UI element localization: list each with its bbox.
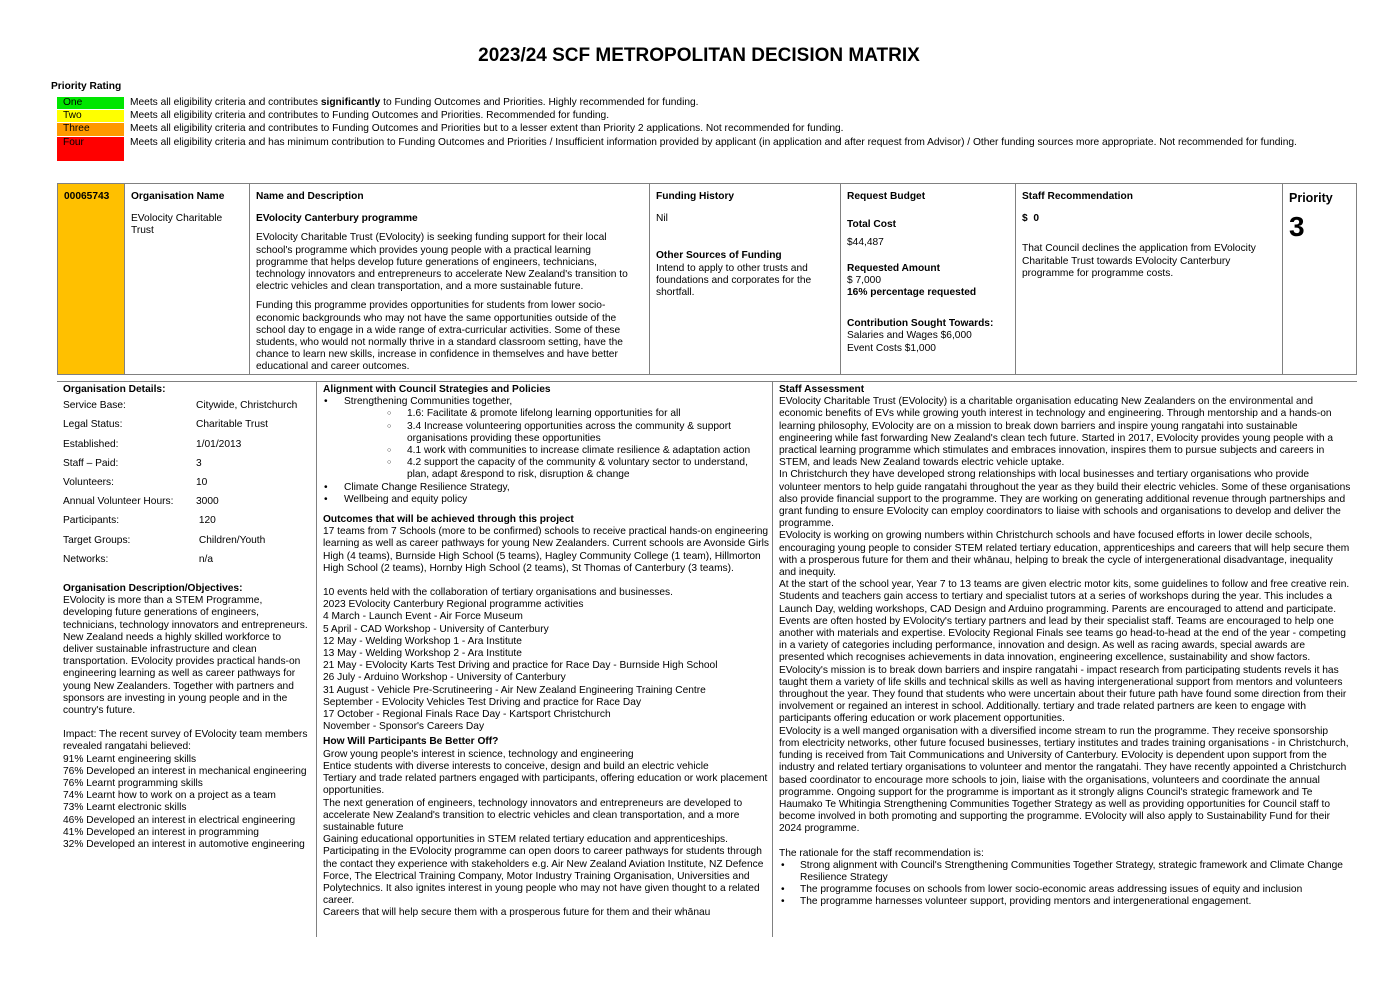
- legend-text-four: Meets all eligibility criteria and has minimum contribution to Funding Outcomes and Priorities / Insufficient information provided by applicant (in application and after request from Advisor) / Other funding sources more appropriate. Not recommended for funding.: [130, 136, 1297, 148]
- priority-legend: [57, 97, 1312, 162]
- assessment-paragraph: EVolocity is a well manged organisation with a diversified income stream to run the programme. They receive sponsorship from electricity networks, other future focused businesses, tertiary institutes and trades training organisations - in Christchurch, funding is received from Tait Communications and University of Canterbury. EVolocity is dependent upon support from the industry and related tertiary organisations to volunteer and mentor the rangatahi. They have recently appointed a Christchurch based coordinator to encourage more schools to join, liaise with the organisations, volunteers and coordinate the annual programme. Ongoing support for the programme is important as it strongly aligns Council's strategic framework and Te Haumako Te Whitingia Strengthening Communities Together Strategy as well as providing opportunities for Council staff to become involved in both promoting and supporting the programme. EVolocity will also apply to Sustainability Fund for their 2024 programme.: [779, 725, 1349, 835]
- detail-row: Networks: n/a: [63, 553, 213, 565]
- contribution-label: Contribution Sought Towards:: [847, 318, 994, 330]
- strategy-sub-item: ○ 3.4 Increase volunteering opportunities across the community & support organisations providing these opportunities: [387, 421, 769, 445]
- event-item: 4 March - Launch Event - Air Force Museum: [323, 611, 523, 623]
- funding-history-value: Nil: [656, 213, 668, 225]
- legend-text-two: Meets all eligibility criteria and contributes to Funding Outcomes and Priorities. Recommended for funding.: [130, 110, 610, 122]
- requested-amount-label: Requested Amount: [847, 262, 941, 274]
- legend-row-four: [57, 137, 1312, 162]
- project-description-1: EVolocity Charitable Trust (EVolocity) is seeking funding support for their local school's programme which provides young people with a practical learning programme that helps develop future generations of engineers, technicians, technology innovators and entrepreneurs to accelerate New Zealand's transition to electric vehicles and clean transportation, and a more sustainable future.: [256, 232, 628, 293]
- staff-recommended-amount: $ 0: [1022, 213, 1039, 225]
- rationale-item: • The programme harnesses volunteer support, providing mentors and intergenerational engagement.: [779, 896, 1351, 908]
- application-id: 00065743: [58, 184, 125, 374]
- detail-row: Staff – Paid: 3: [63, 457, 202, 469]
- event-item: 26 July - Arduino Workshop - University of Canterbury: [323, 672, 566, 684]
- detail-row: Service Base: Citywide, Christchurch: [63, 400, 298, 412]
- event-item: 17 October - Regional Finals Race Day - Kartsport Christchurch: [323, 709, 611, 721]
- impact-item: 41% Developed an interest in programming: [63, 826, 259, 838]
- section-divider: [57, 381, 1357, 382]
- staff-recommendation-header: Staff Recommendation: [1022, 191, 1133, 202]
- impact-item: 73% Learnt electronic skills: [63, 802, 187, 814]
- better-off-item: The next generation of engineers, technology innovators and entrepreneurs are developed to accelerate New Zealand's transition to electric vehicles and clean transportation, and a more sustainable future: [323, 797, 743, 833]
- better-off-item: Gaining educational opportunities in STEM related tertiary education and apprenticeships.: [323, 834, 728, 846]
- requested-amount-value: $ 7,000: [847, 274, 881, 286]
- project-description-2: Funding this programme provides opportunities for students from lower socio-economic backgrounds who may not have the same opportunities outside of the school day to engage in a wide range of extra-curricular activities. Some of these students, who would not normally thrive in a standard classroom setting, have the chance to learn new skills, increase in confidence in themselves and have better educational and career outcomes.: [256, 300, 623, 373]
- staff-recommendation-cell: [1016, 184, 1283, 374]
- legend-swatch-four: Four: [57, 137, 124, 162]
- contribution-item-2: Event Costs $1,000: [847, 342, 936, 354]
- total-cost-label: Total Cost: [847, 219, 897, 231]
- organisation-description-text: EVolocity is more than a STEM Programme, developing future generations of engineers, technicians, technology innovators and entrepreneurs. New Zealand needs a highly skilled workforce to deliver sustainable infrastructure and clean transportation. EVolocity provides practical hands-on engineering learning as well as career pathways for young New Zealanders. Together with partners and sponsors are investing in young people and in the country's future.: [63, 595, 308, 716]
- funding-history-header: Funding History: [656, 191, 735, 202]
- detail-row: Annual Volunteer Hours: 3000: [63, 496, 219, 508]
- organisation-details-heading: Organisation Details:: [63, 384, 166, 395]
- column-divider-right: [772, 381, 773, 937]
- funding-history-cell: [650, 184, 841, 374]
- detail-row: Established: 1/01/2013: [63, 438, 242, 450]
- organisation-name: EVolocity Charitable Trust: [131, 213, 223, 237]
- percentage-requested: 16% percentage requested: [847, 287, 977, 299]
- name-description-cell: [250, 184, 650, 374]
- column-divider-left: [316, 381, 317, 937]
- priority-cell: [1283, 184, 1356, 374]
- rationale-list: [779, 860, 1351, 909]
- organisation-description-heading: Organisation Description/Objectives:: [63, 582, 243, 594]
- strategy-sub-item: ○ 4.1 work with communities to increase climate resilience & adaptation action: [387, 445, 769, 457]
- staff-assessment-heading: Staff Assessment: [779, 384, 865, 395]
- strategy-list-2: [323, 482, 769, 506]
- impact-item: 91% Learnt engineering skills: [63, 753, 197, 765]
- organisation-details-column: [63, 384, 313, 851]
- event-item: 21 May - EVolocity Karts Test Driving and practice for Race Day - Burnside High School: [323, 660, 718, 672]
- event-item: 31 August - Vehicle Pre-Scrutineering - Air New Zealand Engineering Training Centre: [323, 684, 706, 696]
- better-off-item: Participating in the EVolocity programme can open doors to career pathways for students through the contact they experience with stakeholders e.g. Air New Zealand Aviation Institute, NZ Defence Force, The Electrical Training Company, Motor Industry Training Organisation, Universities and Polytechnics. It also ignites interest in young people who may not have given thought to a related career.: [323, 846, 764, 907]
- better-off-heading: How Will Participants Be Better Off?: [323, 736, 499, 748]
- event-item: 12 May - Welding Workshop 1 - Ara Institute: [323, 635, 522, 647]
- strategy-item: • Strengthening Communities together,: [323, 396, 769, 408]
- detail-row: Legal Status: Charitable Trust: [63, 419, 268, 431]
- rationale-intro: The rationale for the staff recommendation is:: [779, 847, 984, 859]
- detail-row: Target Groups: Children/Youth: [63, 534, 266, 546]
- strategy-list: [323, 396, 769, 408]
- other-sources-text: Intend to apply to other trusts and foundations and corporates for the shortfall.: [656, 262, 812, 299]
- assessment-paragraph: In Christchurch they have developed strong relationships with local businesses and tertiary organisations who provide volunteer mentors to help guide rangatahi throughout the year as they build their electric vehicles. Some of these organisations also provide financial support to the programme. They are working on generating additional revenue through partnerships and grant funding to ensure EVolocity can employ coordinators to liaise with schools and organisations to develop and deliver the programme.: [779, 469, 1351, 530]
- priority-rating-heading: Priority Rating: [51, 81, 122, 92]
- project-name: EVolocity Canterbury programme: [256, 213, 418, 225]
- legend-row-three: [57, 123, 1312, 136]
- detail-row: Volunteers: 10: [63, 476, 208, 488]
- better-off-item: Careers that will help secure them with a prosperous future for them and their whānau: [323, 907, 711, 919]
- alignment-column: [323, 384, 769, 920]
- name-description-header: Name and Description: [256, 191, 364, 202]
- priority-value: 3: [1289, 211, 1305, 242]
- contribution-item-1: Salaries and Wages $6,000: [847, 330, 972, 342]
- total-cost-value: $44,487: [847, 237, 884, 249]
- request-budget-header: Request Budget: [847, 191, 926, 202]
- event-item: 2023 EVolocity Canterbury Regional programme activities: [323, 599, 584, 611]
- assessment-paragraph: At the start of the school year, Year 7 to 13 teams are given electric motor kits, some guidelines to follow and free creative rein. Students and teachers gain access to tertiary and specialist tutors at a series of workshops during the year. This includes a Launch Day, welding workshops, CAD Design and Arduino programming. Parents are encouraged to attend and participate. Events are often hosted by EVolocity's tertiary partners and lead by their specialist staff. Teams are encouraged to help one another with materials and expertise. EVolocity Regional Finals see teams go head-to-head at the end of the year - competing in a variety of categories including performance, innovation and design. As well as racing awards, special awards are presented which recognises achievements in data innovation, engineering excellence, sustainability and show factors.: [779, 579, 1350, 664]
- organisation-cell: [125, 184, 250, 374]
- events-intro: 10 events held with the collaboration of tertiary organisations and businesses.: [323, 587, 673, 599]
- impact-item: 74% Learnt how to work on a project as a team: [63, 790, 276, 802]
- event-item: November - Sponsor's Careers Day: [323, 721, 485, 733]
- strategy-sub-list: [323, 408, 769, 481]
- legend-text-three: Meets all eligibility criteria and contributes to Funding Outcomes and Priorities but to a lesser extent than Priority 2 applications. Not recommended for funding.: [130, 123, 844, 135]
- better-off-item: Tertiary and trade related partners engaged with participants, offering education or work placement opportunities.: [323, 773, 768, 797]
- decision-matrix-table: [57, 183, 1357, 375]
- event-item: September - EVolocity Vehicles Test Driving and practice for Race Day: [323, 696, 642, 708]
- organisation-name-header: Organisation Name: [131, 191, 225, 202]
- assessment-paragraph: EVolocity Charitable Trust (EVolocity) is a charitable organisation educating New Zealanders on the environmental and economic benefits of EVs while growing youth interest in technology and engineering. Through mentorship and a hands-on learning philosophy, EVolocity are on a mission to break down barriers and inspire young rangatahi into sustainable engineering while fast forwarding New Zealand's clean tech future. Started in 2017, EVolocity provides young people with a practical learning programme which stimulates and embraces innovation, inspires them to pursue subjects and careers in STEM, and leads New Zealand towards electric vehicle uptake.: [779, 396, 1334, 469]
- legend-swatch-two: Two: [57, 110, 124, 123]
- better-off-item: Entice students with diverse interests to conceive, design and build an electric vehicle: [323, 760, 709, 772]
- legend-swatch-three: Three: [57, 123, 124, 136]
- event-item: 5 April - CAD Workshop - University of Canterbury: [323, 623, 549, 635]
- organisation-description: [63, 583, 313, 851]
- rationale-item: • Strong alignment with Council's Strengthening Communities Together Strategy, strategic framework and Climate Change Resilience Strategy: [779, 860, 1351, 884]
- impact-item: 76% Learnt programming skills: [63, 777, 203, 789]
- page-title: 2023/24 SCF METROPOLITAN DECISION MATRIX: [478, 45, 920, 66]
- assessment-paragraph: EVolocity is working on growing numbers within Christchurch schools and have focused efforts in lower decile schools, encouraging young people to consider STEM related tertiary education, apprenticeships and careers that will help secure them with a prosperous future for them and their whānau, helping to break the cycle of intergenerational disadvantage, inequality and inequity.: [779, 530, 1350, 579]
- impact-item: 32% Developed an interest in automotive engineering: [63, 838, 305, 850]
- event-item: 13 May - Welding Workshop 2 - Ara Institute: [323, 648, 522, 660]
- impact-item: 46% Developed an interest in electrical engineering: [63, 814, 296, 826]
- detail-row: Participants: 120: [63, 515, 216, 527]
- legend-row-one: [57, 97, 1312, 110]
- better-off-item: Grow young people's interest in science, technology and engineering: [323, 748, 634, 760]
- legend-row-two: [57, 110, 1312, 123]
- strategy-item: • Wellbeing and equity policy: [323, 494, 769, 506]
- alignment-heading: Alignment with Council Strategies and Policies: [323, 384, 551, 395]
- strategy-sub-item: ○ 1.6: Facilitate & promote lifelong learning opportunities for all: [387, 408, 769, 420]
- request-budget-cell: [841, 184, 1016, 374]
- rationale-item: • The programme focuses on schools from lower socio-economic areas addressing issues of equity and inclusion: [779, 884, 1351, 896]
- impact-item: 76% Developed an interest in mechanical engineering: [63, 765, 307, 777]
- outcomes-heading: Outcomes that will be achieved through this project: [323, 514, 574, 526]
- staff-recommendation-text: That Council declines the application from EVolocity Charitable Trust towards EVolocity Canterbury programme for programme costs.: [1022, 243, 1256, 279]
- strategy-sub-item: ○ 4.2 support the capacity of the community & voluntary sector to understand, plan, adapt &respond to risk, disruption & change: [387, 457, 769, 481]
- strategy-item: • Climate Change Resilience Strategy,: [323, 482, 769, 494]
- other-sources-header: Other Sources of Funding: [656, 250, 782, 262]
- priority-header: Priority: [1289, 191, 1333, 205]
- impact-intro: Impact: The recent survey of EVolocity team members revealed rangatahi believed:: [63, 729, 308, 753]
- legend-text-one: Meets all eligibility criteria and contributes significantly to Funding Outcomes and Priorities. Highly recommended for funding.: [130, 97, 699, 108]
- outcomes-text: 17 teams from 7 Schools (more to be confirmed) schools to receive practical hands-on engineering learning as well as career pathways for young New Zealanders. Current schools are Avonside Girls High (4 teams), Burnside High School (5 teams), Hagley Community College (1 team), Hillmorton High School (2 teams), Hornby High School (2 teams), St Thomas of Canterbury (3 teams).: [323, 526, 770, 574]
- legend-swatch-one: One: [57, 97, 124, 110]
- staff-assessment-column: [779, 384, 1351, 909]
- assessment-paragraph: EVolocity's mission is to break down barriers and inspire rangatahi - impact research from participating students revels it has taught them a variety of life skills and technical skills as well as having intergenerational support from mentors and volunteers throughout the year. They found that students who were uncertain about their future path have found some direction from their involvement or regained an interest in school. Additionally. tertiary and trade related partners are keen to engage with participants offering education or work placement opportunities.: [779, 664, 1347, 725]
